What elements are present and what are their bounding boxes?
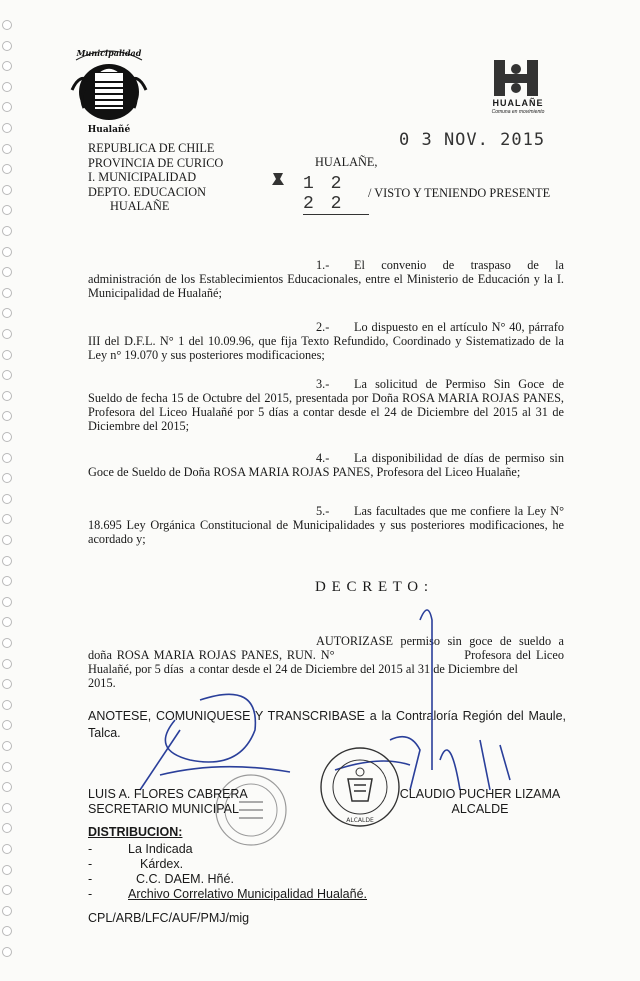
binder-hole bbox=[2, 247, 12, 257]
issuer-line: DEPTO. EDUCACION bbox=[88, 184, 206, 199]
autoriza-line: AUTORIZASE permiso sin goce de sueldo a bbox=[316, 634, 564, 648]
distribution-list bbox=[88, 842, 367, 902]
binder-hole bbox=[2, 20, 12, 30]
binder-hole bbox=[2, 123, 12, 133]
consideration-item bbox=[88, 377, 564, 433]
consideration-number: 3.- bbox=[316, 377, 330, 391]
binder-hole bbox=[2, 473, 12, 483]
brand-tagline: Comuna en movimiento bbox=[491, 109, 545, 115]
binder-hole bbox=[2, 494, 12, 504]
seal-bottom-text: ALCALDE bbox=[346, 817, 374, 824]
distribution-label: Archivo Correlativo Municipalidad Hualañé. bbox=[128, 887, 368, 901]
decreto-title: D E C R E T O : bbox=[315, 579, 430, 595]
consideration-number: 2.- bbox=[316, 320, 330, 334]
binder-hole bbox=[2, 597, 12, 607]
binder-hole bbox=[2, 370, 12, 380]
binder-hole bbox=[2, 205, 12, 215]
binder-hole bbox=[2, 926, 12, 936]
binder-hole bbox=[2, 308, 12, 318]
binder-hole bbox=[2, 164, 12, 174]
issuer-line: PROVINCIA DE CURICO bbox=[88, 155, 224, 170]
binder-holes bbox=[2, 20, 16, 970]
binder-hole bbox=[2, 82, 12, 92]
consideration-item bbox=[88, 451, 564, 479]
distribution-label: La Indicada bbox=[128, 842, 193, 856]
binder-hole bbox=[2, 535, 12, 545]
binder-hole bbox=[2, 453, 12, 463]
consideration-number: 1.- bbox=[316, 258, 330, 272]
issuer-line: I. MUNICIPALIDAD bbox=[88, 170, 197, 184]
binder-hole bbox=[2, 823, 12, 833]
binder-hole bbox=[2, 267, 12, 277]
mayor-name: CLAUDIO PUCHER LIZAMA bbox=[399, 787, 561, 801]
secretary-name: LUIS A. FLORES CABRERA bbox=[88, 787, 248, 801]
binder-hole bbox=[2, 411, 12, 421]
binder-hole bbox=[2, 906, 12, 916]
binder-hole bbox=[2, 288, 12, 298]
decree-number: 1 2 2 2 bbox=[303, 174, 369, 215]
distribution-dash: - bbox=[88, 887, 93, 901]
date-stamp: 0 3 NOV. 2015 bbox=[399, 130, 546, 150]
distribution-item bbox=[88, 842, 367, 857]
binder-hole bbox=[2, 41, 12, 51]
distribution-title: DISTRIBUCION: bbox=[88, 825, 183, 839]
binder-hole bbox=[2, 432, 12, 442]
binder-hole bbox=[2, 762, 12, 772]
binder-hole bbox=[2, 329, 12, 339]
binder-hole bbox=[2, 638, 12, 648]
binder-hole bbox=[2, 391, 12, 401]
distribution-label: Kárdex. bbox=[140, 857, 184, 871]
distribution-label: C.C. DAEM. Hñé. bbox=[136, 872, 234, 886]
stamp-mark-icon bbox=[270, 171, 286, 187]
binder-hole bbox=[2, 514, 12, 524]
city-label: HUALAÑE, bbox=[315, 155, 378, 169]
consideration-text: El convenio de traspaso de la administración de los Establecimientos Educacionales, entre el Ministerio de Educación y la I. Municipalidad de Hualañé; bbox=[88, 258, 564, 300]
binder-hole bbox=[2, 700, 12, 710]
autoriza-line: Hualañé, por 5 días a contar desde el 24 de Diciembre del 2015 al 31 de Diciembre del bbox=[88, 662, 518, 676]
consideration-text: La solicitud de Permiso Sin Goce de Sueldo de fecha 15 de Octubre del 2015, presentada por Doña ROSA MARIA ROJAS PANES, Profesora del Liceo Hualañé por 5 días a contar desde el 24 de Diciembre del 2015 al 31 de Diciembre del 2015; bbox=[88, 377, 564, 433]
visto-text: / VISTO Y TENIENDO PRESENTE bbox=[368, 186, 551, 200]
distribution-dash: - bbox=[88, 842, 93, 856]
svg-text:Municipalidad: Municipalidad bbox=[76, 48, 142, 58]
distribution-dash: - bbox=[88, 872, 93, 886]
municipal-crest-icon bbox=[66, 42, 152, 136]
consideration-number: 5.- bbox=[316, 504, 330, 518]
binder-hole bbox=[2, 102, 12, 112]
secretary-signature bbox=[88, 787, 248, 817]
binder-hole bbox=[2, 659, 12, 669]
binder-hole bbox=[2, 556, 12, 566]
consideration-item bbox=[88, 504, 564, 546]
binder-hole bbox=[2, 185, 12, 195]
distribution-dash: - bbox=[88, 857, 93, 871]
consideration-text: Las facultades que me confiere la Ley N° 18.695 Ley Orgánica Constitucional de Municipalidades y sus posteriores modificaciones, he acordado y; bbox=[88, 504, 564, 546]
initials-line: CPL/ARB/LFC/AUF/PMJ/mig bbox=[88, 911, 250, 925]
mayor-title: ALCALDE bbox=[451, 802, 509, 816]
mayor-seal-icon bbox=[318, 745, 402, 829]
binder-hole bbox=[2, 885, 12, 895]
binder-hole bbox=[2, 226, 12, 236]
binder-hole bbox=[2, 350, 12, 360]
distribution-item bbox=[88, 872, 367, 887]
binder-hole bbox=[2, 803, 12, 813]
binder-hole bbox=[2, 782, 12, 792]
consideration-text: Lo dispuesto en el artículo N° 40, párrafo III del D.F.L. N° 1 del 10.09.96, que fija Texto Refundido, Coordinado y Sistematizado de la Ley n° 19.070 y sus posteriores modificaciones; bbox=[88, 320, 564, 362]
secretary-title: SECRETARIO MUNICIPAL bbox=[88, 802, 239, 816]
consideration-item bbox=[88, 258, 564, 300]
autoriza-line: doña ROSA MARIA ROJAS PANES, RUN. N° Profesora del Liceo bbox=[88, 648, 564, 662]
issuer-line: REPUBLICA DE CHILE bbox=[88, 141, 215, 155]
binder-hole bbox=[2, 947, 12, 957]
consideration-item bbox=[88, 320, 564, 362]
svg-text:Hualañé: Hualañé bbox=[87, 125, 131, 135]
binder-hole bbox=[2, 576, 12, 586]
mayor-signature bbox=[395, 787, 565, 817]
binder-hole bbox=[2, 865, 12, 875]
issuer-line: HUALAÑE bbox=[110, 199, 170, 213]
distribution-item bbox=[88, 887, 367, 902]
binder-hole bbox=[2, 844, 12, 854]
consideration-text: La disponibilidad de días de permiso sin Goce de Sueldo de Doña ROSA MARIA ROJAS PANES, Profesora del Liceo Hualañe; bbox=[88, 451, 564, 479]
binder-hole bbox=[2, 679, 12, 689]
anotese-paragraph: ANOTESE, COMUNIQUESE Y TRANSCRIBASE a la Contraloría Región del Maule, Talca. bbox=[88, 709, 566, 740]
brand-name: HUALAÑE bbox=[492, 98, 544, 108]
consideration-number: 4.- bbox=[316, 451, 330, 465]
binder-hole bbox=[2, 61, 12, 71]
binder-hole bbox=[2, 617, 12, 627]
binder-hole bbox=[2, 144, 12, 154]
binder-hole bbox=[2, 741, 12, 751]
binder-hole bbox=[2, 720, 12, 730]
autoriza-line: 2015. bbox=[88, 676, 116, 690]
distribution-item bbox=[88, 857, 367, 872]
issuer-block bbox=[88, 141, 223, 214]
